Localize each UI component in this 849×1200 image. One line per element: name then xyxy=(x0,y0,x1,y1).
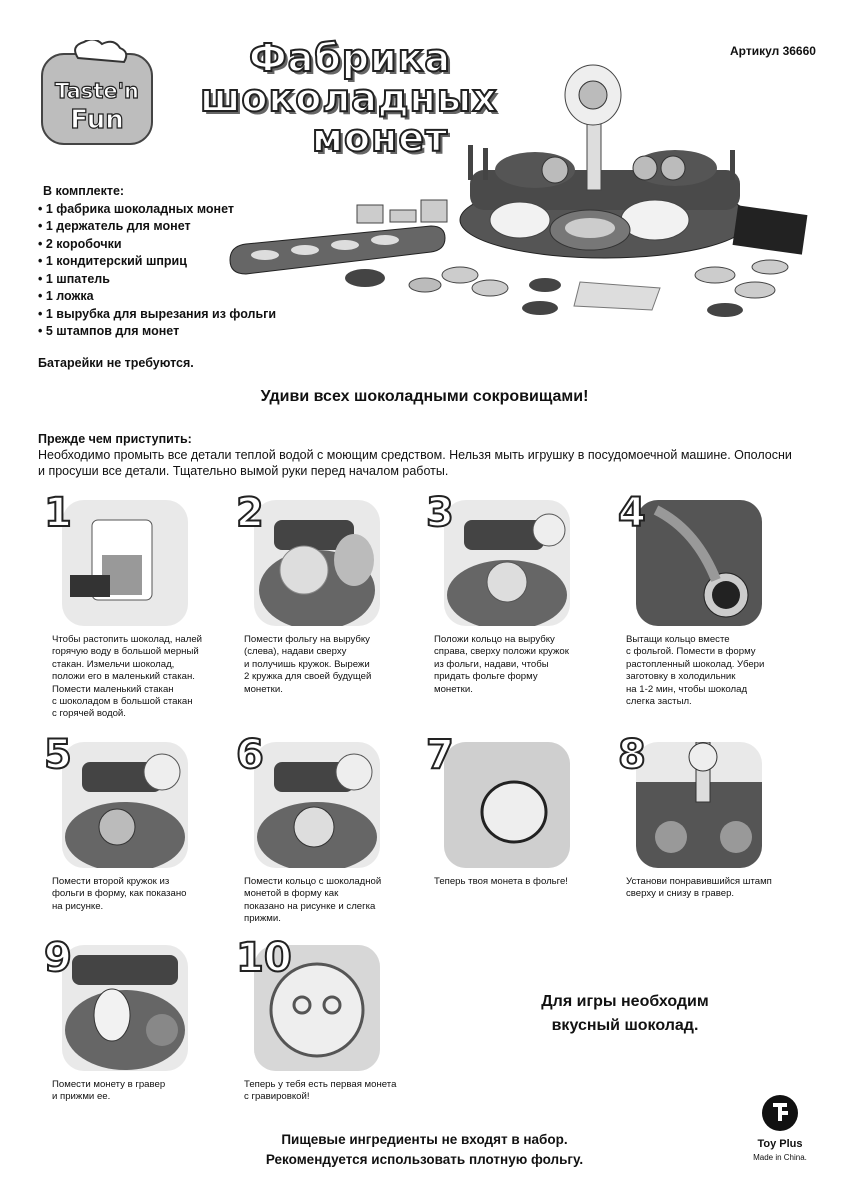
step-caption: Вытащи кольцо вместе с фольгой. Помести в форму растопленный шоколад. Убери заготовку в холодильник на 1-2 мин, чтобы шоколад слегка застыл. xyxy=(626,634,765,708)
step-number: 4 xyxy=(618,490,646,536)
step-4-photo xyxy=(636,500,762,626)
step-3-photo xyxy=(444,500,570,626)
list-item: • 1 фабрика шоколадных монет xyxy=(38,201,276,219)
step-number: 5 xyxy=(44,732,72,778)
step-caption: Установи понравившийся штамп сверху и снизу в гравер. xyxy=(626,876,772,900)
step-number: 2 xyxy=(236,490,264,536)
step-number: 9 xyxy=(44,935,72,981)
list-item: • 1 ложка xyxy=(38,288,276,306)
logo-line1: Taste'n xyxy=(55,79,139,103)
step-5-photo xyxy=(62,742,188,868)
step-caption: Помести монету в гравер и прижми ее. xyxy=(52,1079,166,1103)
brand-logo xyxy=(38,40,156,148)
step-caption: Помести фольгу на вырубку (слева), надави сверху и получишь кружок. Вырежи 2 кружка для своей будущей монетки. xyxy=(244,634,372,695)
chocolate-note: Для игры необходим вкусный шоколад. xyxy=(541,993,709,1034)
step-7-photo xyxy=(444,742,570,868)
toy-plus-logo-icon xyxy=(760,1093,800,1133)
step-number: 1 xyxy=(44,490,72,536)
list-item: • 1 вырубка для вырезания из фольги xyxy=(38,306,276,324)
battery-note: Батарейки не требуются. xyxy=(38,356,194,370)
title-line-2: шоколадных xyxy=(200,76,498,120)
title-line-3: монет xyxy=(311,116,449,160)
logo-line2: Fun xyxy=(70,105,124,135)
step-number: 8 xyxy=(618,732,646,778)
step-1-photo xyxy=(62,500,188,626)
step-6-photo xyxy=(254,742,380,868)
list-item: • 1 шпатель xyxy=(38,271,276,289)
step-caption: Теперь твоя монета в фольге! xyxy=(434,876,568,887)
brand-name: Toy Plus xyxy=(757,1138,803,1150)
step-caption: Помести кольцо с шоколадной монетой в форму как показано на рисунке и слегка прижми. xyxy=(244,876,382,925)
step-8-photo xyxy=(636,742,762,868)
step-caption: Помести второй кружок из фольги в форму, как показано на рисунке. xyxy=(52,876,187,912)
step-caption: Чтобы растопить шоколад, налей горячую воду в большой мерный стакан. Измельчи шоколад, положи его в маленький стакан. Помести маленький стакан с шоколадом в большой стакан с горячей водой. xyxy=(52,634,203,720)
contents-heading: В комплекте: xyxy=(43,184,125,198)
step-number: 3 xyxy=(426,490,454,536)
list-item: • 1 держатель для монет xyxy=(38,218,276,236)
chef-hat-icon xyxy=(75,40,126,62)
contents-list xyxy=(38,183,276,341)
article-number: Артикул 36660 xyxy=(730,44,816,58)
before-heading: Прежде чем приступить: xyxy=(38,432,192,446)
made-in: Made in China. xyxy=(753,1153,807,1162)
step-number: 6 xyxy=(236,732,264,778)
list-item: • 1 кондитерский шприц xyxy=(38,253,276,271)
step-number: 7 xyxy=(426,732,454,778)
before-text: Необходимо промыть все детали теплой водой с моющим средством. Нельзя мыть игрушку в посудомоечной машине. Ополосни и просуши все детали. Тщательно вымой руки перед началом работы. xyxy=(38,448,792,478)
title-line-1: Фабрика xyxy=(248,36,452,80)
footer-note: Пищевые ингредиенты не входят в набор. Рекомендуется использовать плотную фольгу. xyxy=(265,1132,584,1167)
step-number: 10 xyxy=(236,935,292,981)
step-9-photo xyxy=(62,945,188,1071)
list-item: • 2 коробочки xyxy=(38,236,276,254)
slogan: Удиви всех шоколадными сокровищами! xyxy=(260,388,589,405)
toy-plus-brand xyxy=(735,1093,825,1162)
step-2-photo xyxy=(254,500,380,626)
list-item: • 5 штампов для монет xyxy=(38,323,276,341)
step-caption: Положи кольцо на вырубку справа, сверху положи кружок из фольги, надави, чтобы придать фольге форму монетки. xyxy=(434,634,569,695)
product-illustration xyxy=(225,60,835,330)
step-caption: Теперь у тебя есть первая монета с гравировкой! xyxy=(244,1079,397,1103)
